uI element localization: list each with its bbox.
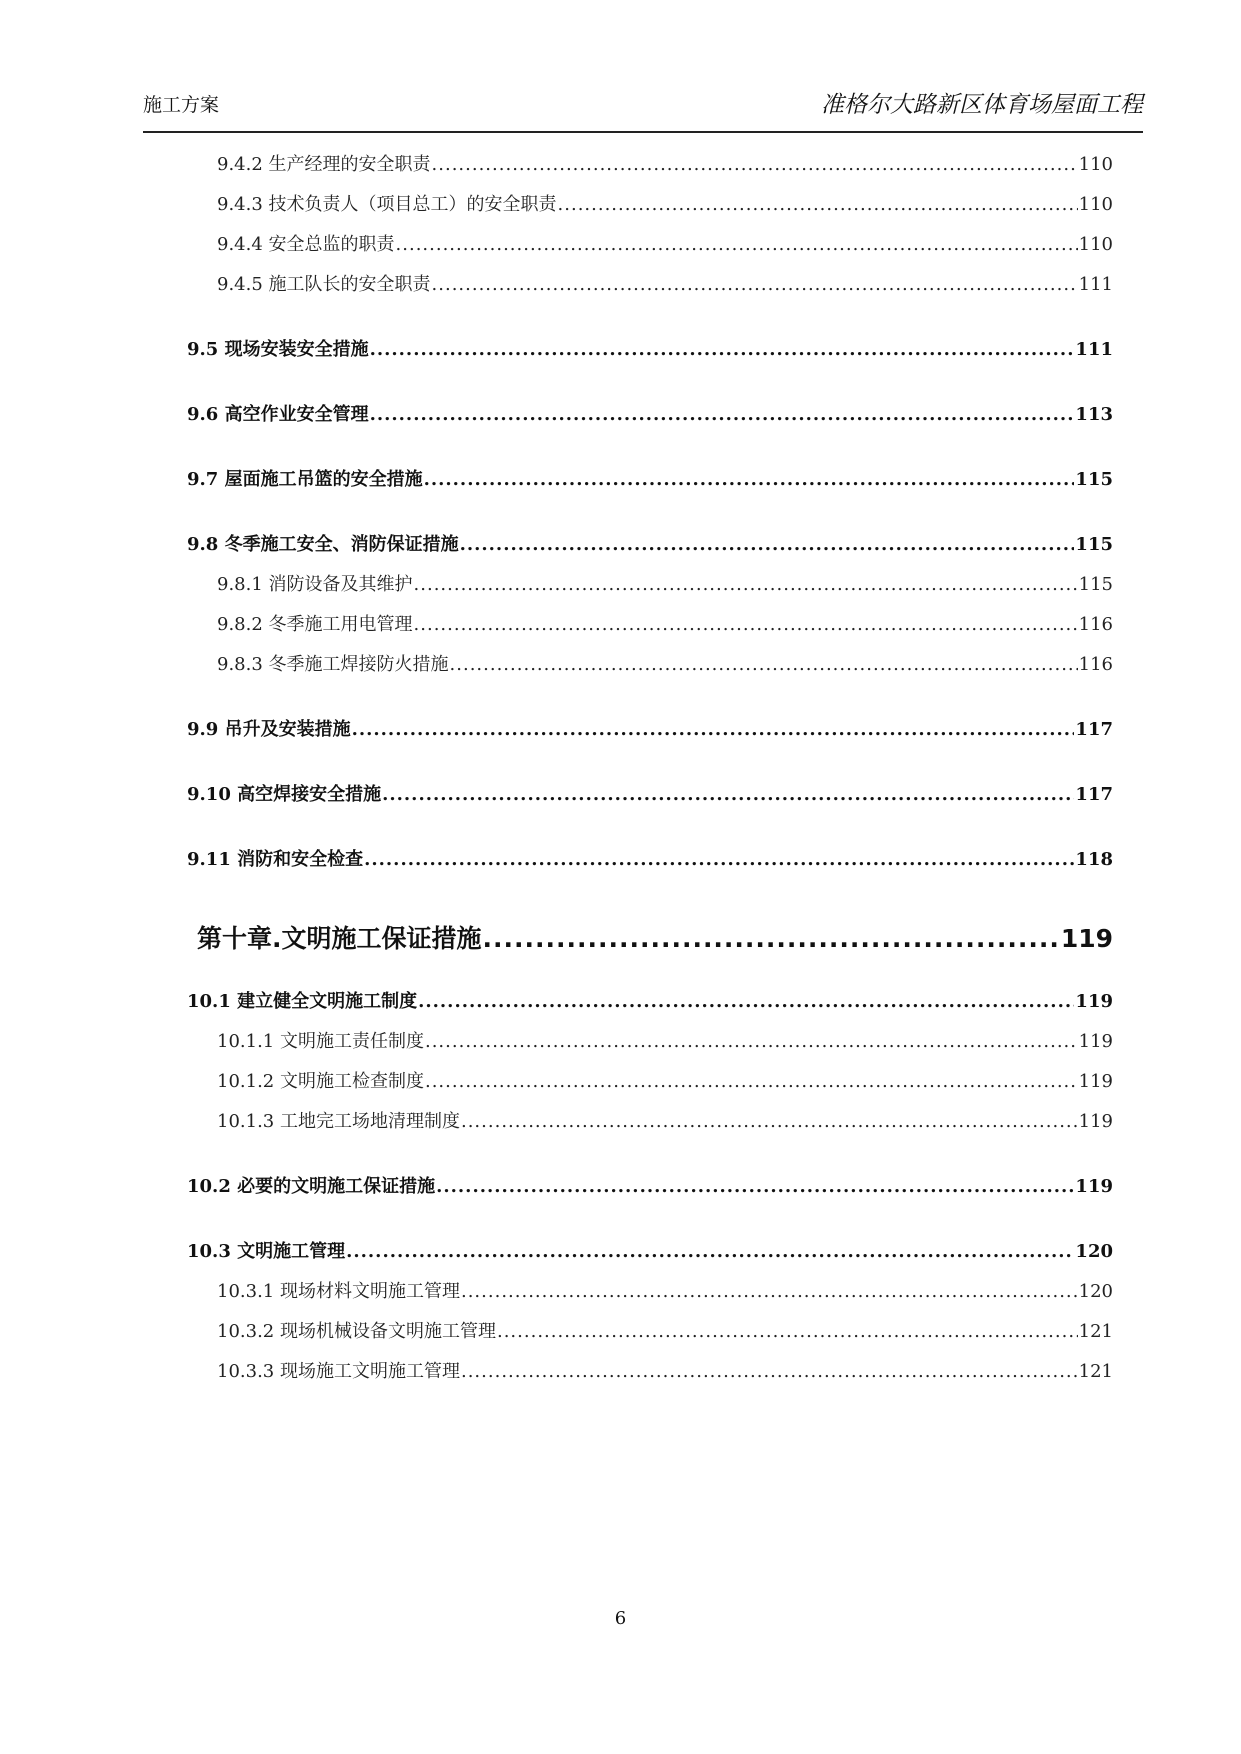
toc-leader-dots bbox=[432, 145, 1078, 185]
toc-entry-page: 110 bbox=[1078, 154, 1113, 175]
toc-entry-page: 120 bbox=[1078, 1281, 1113, 1302]
toc-entry-title: 10.3.1 现场材料文明施工管理 bbox=[217, 1281, 460, 1302]
toc-entry[interactable] bbox=[187, 775, 1113, 815]
toc-leader-dots bbox=[396, 225, 1078, 265]
toc-entry[interactable] bbox=[217, 1062, 1113, 1102]
toc-leader-dots bbox=[460, 525, 1075, 565]
toc-leader-dots bbox=[352, 710, 1075, 750]
toc-entry-title: 9.8 冬季施工安全、消防保证措施 bbox=[187, 534, 459, 555]
toc-entry-page: 119 bbox=[1075, 1176, 1113, 1197]
toc-entry-page: 121 bbox=[1078, 1321, 1113, 1342]
toc-entry[interactable] bbox=[217, 225, 1113, 265]
toc-leader-dots bbox=[425, 1062, 1078, 1102]
toc-leader-dots bbox=[424, 460, 1075, 500]
toc-entry[interactable] bbox=[197, 914, 1113, 964]
page-header bbox=[143, 86, 1143, 126]
toc-entry-page: 119 bbox=[1075, 991, 1113, 1012]
toc-entry-title: 9.4.4 安全总监的职责 bbox=[217, 234, 395, 255]
toc-leader-dots bbox=[461, 1272, 1078, 1312]
toc-entry-title: 9.4.3 技术负责人（项目总工）的安全职责 bbox=[217, 194, 557, 215]
toc-entry[interactable] bbox=[187, 840, 1113, 880]
toc-entry-title: 9.7 屋面施工吊篮的安全措施 bbox=[187, 469, 423, 490]
toc-leader-dots bbox=[382, 775, 1074, 815]
toc-entry-title: 10.1 建立健全文明施工制度 bbox=[187, 991, 418, 1012]
table-of-contents bbox=[187, 145, 1113, 1392]
toc-entry-title: 9.8.1 消防设备及其维护 bbox=[217, 574, 413, 595]
toc-leader-dots bbox=[432, 265, 1078, 305]
toc-leader-dots bbox=[483, 914, 1060, 964]
toc-leader-dots bbox=[436, 1167, 1074, 1207]
toc-leader-dots bbox=[558, 185, 1078, 225]
toc-entry-page: 116 bbox=[1078, 614, 1113, 635]
toc-leader-dots bbox=[450, 645, 1078, 685]
toc-entry-page: 115 bbox=[1075, 534, 1113, 555]
toc-entry-page: 116 bbox=[1078, 654, 1113, 675]
toc-entry-title: 9.6 高空作业安全管理 bbox=[187, 404, 369, 425]
toc-entry[interactable] bbox=[217, 265, 1113, 305]
toc-entry-page: 113 bbox=[1075, 404, 1113, 425]
toc-entry-title: 9.11 消防和安全检查 bbox=[187, 849, 364, 870]
toc-entry-page: 115 bbox=[1078, 574, 1113, 595]
toc-entry-page: 119 bbox=[1060, 924, 1113, 953]
toc-entry-title: 第十章.文明施工保证措施 bbox=[197, 924, 482, 953]
toc-leader-dots bbox=[461, 1352, 1078, 1392]
toc-entry-title: 9.10 高空焊接安全措施 bbox=[187, 784, 382, 805]
toc-entry-page: 110 bbox=[1078, 234, 1113, 255]
toc-entry[interactable] bbox=[217, 1022, 1113, 1062]
toc-entry[interactable] bbox=[217, 605, 1113, 645]
toc-entry[interactable] bbox=[217, 145, 1113, 185]
toc-leader-dots bbox=[414, 605, 1078, 645]
toc-entry-title: 10.1.2 文明施工检查制度 bbox=[217, 1071, 424, 1092]
header-divider bbox=[143, 131, 1143, 133]
toc-entry-page: 119 bbox=[1078, 1111, 1113, 1132]
toc-entry[interactable] bbox=[217, 1312, 1113, 1352]
toc-entry-title: 9.9 吊升及安装措施 bbox=[187, 719, 351, 740]
toc-entry-page: 110 bbox=[1078, 194, 1113, 215]
toc-entry-title: 10.3.2 现场机械设备文明施工管理 bbox=[217, 1321, 496, 1342]
toc-entry-title: 10.1.1 文明施工责任制度 bbox=[217, 1031, 424, 1052]
toc-entry[interactable] bbox=[187, 460, 1113, 500]
toc-entry[interactable] bbox=[187, 330, 1113, 370]
header-project-title: 准格尔大路新区体育场屋面工程 bbox=[821, 92, 1143, 118]
header-doc-type: 施工方案 bbox=[143, 94, 220, 116]
toc-leader-dots bbox=[414, 565, 1078, 605]
toc-leader-dots bbox=[346, 1232, 1074, 1272]
toc-leader-dots bbox=[370, 395, 1075, 435]
toc-entry-title: 10.1.3 工地完工场地清理制度 bbox=[217, 1111, 460, 1132]
toc-entry-page: 111 bbox=[1075, 339, 1113, 360]
toc-entry-page: 117 bbox=[1075, 784, 1113, 805]
toc-entry-title: 9.8.3 冬季施工焊接防火措施 bbox=[217, 654, 449, 675]
page-number: 6 bbox=[614, 1608, 627, 1629]
toc-entry-page: 111 bbox=[1078, 274, 1113, 295]
toc-entry[interactable] bbox=[187, 1167, 1113, 1207]
toc-entry-page: 118 bbox=[1075, 849, 1113, 870]
toc-leader-dots bbox=[370, 330, 1075, 370]
toc-leader-dots bbox=[497, 1312, 1078, 1352]
toc-entry-title: 9.4.2 生产经理的安全职责 bbox=[217, 154, 431, 175]
toc-leader-dots bbox=[418, 982, 1074, 1022]
toc-entry-page: 119 bbox=[1078, 1071, 1113, 1092]
toc-entry[interactable] bbox=[187, 1232, 1113, 1272]
toc-entry-page: 120 bbox=[1075, 1241, 1113, 1262]
toc-entry-page: 119 bbox=[1078, 1031, 1113, 1052]
toc-entry[interactable] bbox=[217, 185, 1113, 225]
toc-leader-dots bbox=[461, 1102, 1078, 1142]
toc-entry-page: 115 bbox=[1075, 469, 1113, 490]
toc-entry-title: 9.8.2 冬季施工用电管理 bbox=[217, 614, 413, 635]
toc-entry[interactable] bbox=[187, 710, 1113, 750]
toc-entry[interactable] bbox=[187, 525, 1113, 565]
toc-entry[interactable] bbox=[187, 395, 1113, 435]
toc-entry[interactable] bbox=[217, 645, 1113, 685]
toc-entry-title: 10.2 必要的文明施工保证措施 bbox=[187, 1176, 436, 1197]
toc-entry-title: 10.3.3 现场施工文明施工管理 bbox=[217, 1361, 460, 1382]
toc-entry-page: 121 bbox=[1078, 1361, 1113, 1382]
toc-leader-dots bbox=[425, 1022, 1078, 1062]
toc-entry[interactable] bbox=[217, 1352, 1113, 1392]
toc-entry-page: 117 bbox=[1075, 719, 1113, 740]
toc-entry[interactable] bbox=[217, 1102, 1113, 1142]
toc-entry-title: 10.3 文明施工管理 bbox=[187, 1241, 346, 1262]
toc-entry[interactable] bbox=[217, 565, 1113, 605]
toc-entry[interactable] bbox=[187, 982, 1113, 1022]
toc-entry-title: 9.5 现场安装安全措施 bbox=[187, 339, 369, 360]
toc-entry-title: 9.4.5 施工队长的安全职责 bbox=[217, 274, 431, 295]
toc-entry[interactable] bbox=[217, 1272, 1113, 1312]
toc-leader-dots bbox=[364, 840, 1074, 880]
